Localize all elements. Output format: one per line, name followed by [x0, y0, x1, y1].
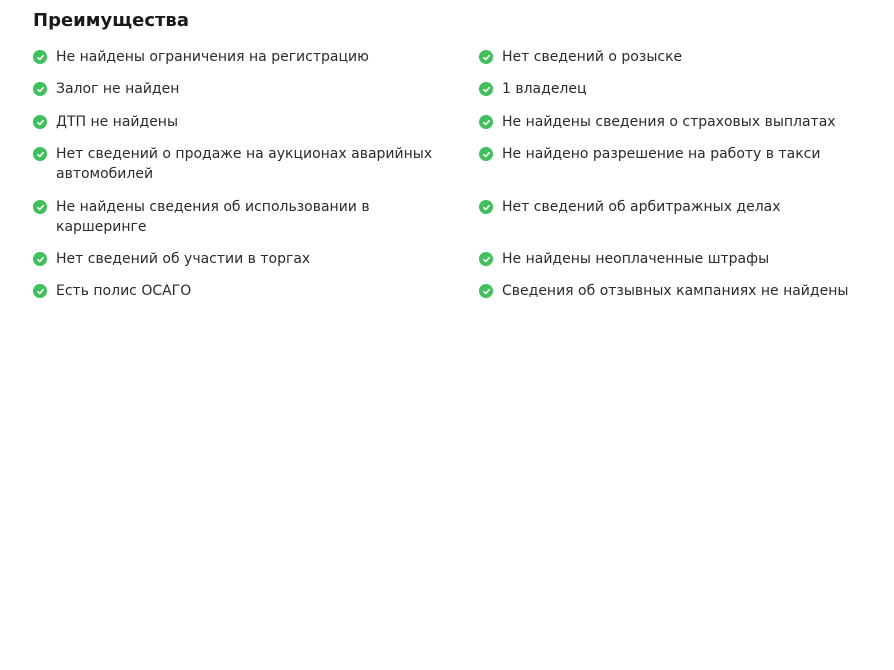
advantage-item [33, 197, 393, 237]
advantage-label: Есть полис ОСАГО [56, 283, 192, 299]
check-circle-icon [33, 115, 47, 129]
check-circle-icon [33, 147, 47, 161]
check-circle-icon [479, 50, 493, 64]
advantage-label: Не найдены сведения об использовании в каршеринге [56, 199, 370, 235]
advantage-label: Залог не найден [56, 81, 180, 97]
advantage-label: Не найдено разрешение на работу в такси [502, 146, 821, 162]
check-circle-icon [479, 82, 493, 96]
advantage-item [33, 112, 473, 132]
advantage-item [479, 144, 889, 164]
advantage-label: Не найдены ограничения на регистрацию [56, 49, 369, 65]
advantage-item [479, 79, 889, 99]
advantage-item [33, 144, 463, 184]
advantage-label: Сведения об отзывных кампаниях не найдены [502, 283, 849, 299]
advantage-item [33, 79, 473, 99]
advantage-item [33, 249, 473, 269]
check-circle-icon [33, 252, 47, 266]
section-title: Преимущества [33, 10, 189, 31]
check-circle-icon [479, 115, 493, 129]
advantage-label: Нет сведений о продаже на аукционах аварийных автомобилей [56, 146, 433, 182]
advantage-label: 1 владелец [502, 81, 587, 97]
check-circle-icon [33, 200, 47, 214]
advantage-item [479, 249, 889, 269]
advantage-label: Нет сведений об арбитражных делах [502, 199, 781, 215]
advantages-section [33, 8, 889, 299]
check-circle-icon [33, 50, 47, 64]
check-circle-icon [33, 82, 47, 96]
advantage-item [479, 47, 889, 67]
advantage-label: Не найдены неоплаченные штрафы [502, 251, 770, 267]
advantage-item [33, 47, 473, 67]
check-circle-icon [479, 147, 493, 161]
advantage-item [479, 281, 889, 301]
advantage-label: Нет сведений об участии в торгах [56, 251, 311, 267]
check-circle-icon [33, 284, 47, 298]
check-circle-icon [479, 200, 493, 214]
advantage-item [479, 112, 889, 132]
check-circle-icon [479, 284, 493, 298]
advantage-item [33, 281, 473, 301]
advantage-label: ДТП не найдены [56, 114, 179, 130]
advantage-label: Не найдены сведения о страховых выплатах [502, 114, 836, 130]
advantage-label: Нет сведений о розыске [502, 49, 683, 65]
advantage-item [479, 197, 889, 217]
check-circle-icon [479, 252, 493, 266]
